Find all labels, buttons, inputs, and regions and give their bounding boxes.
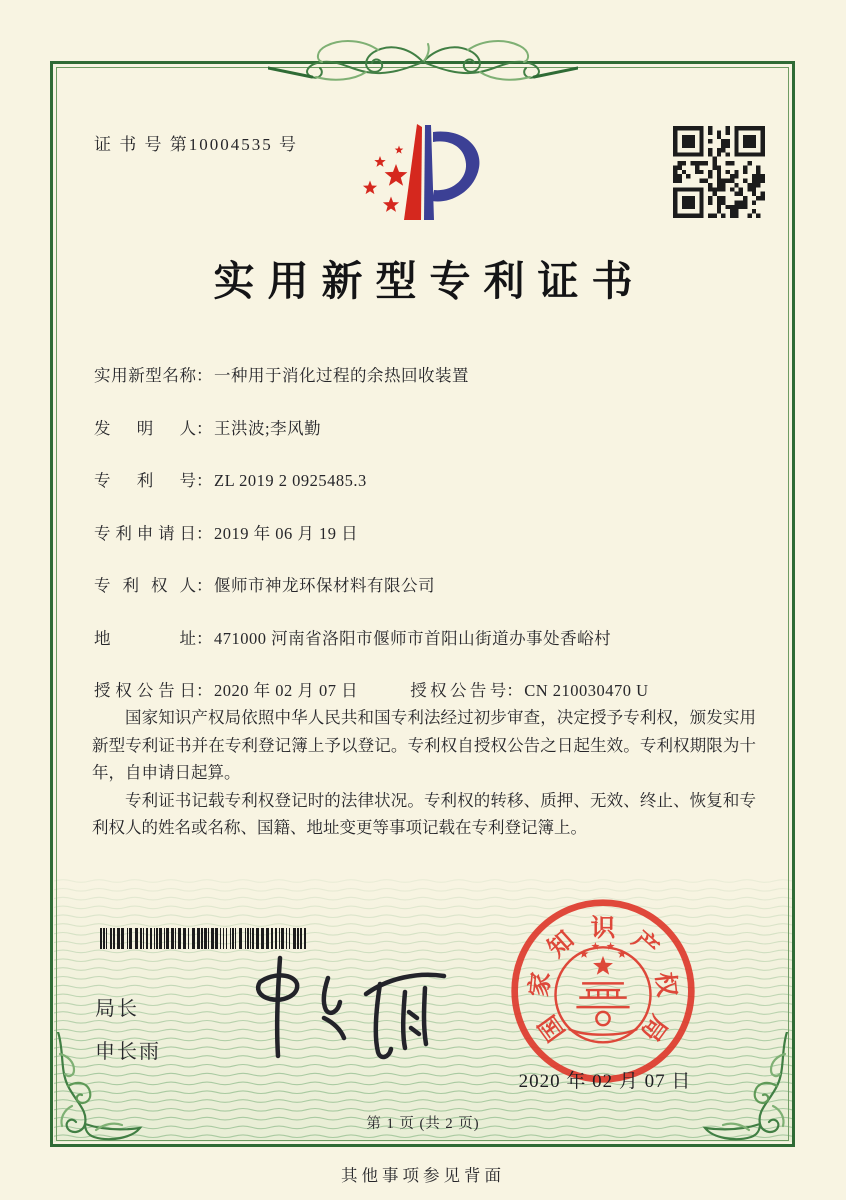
logo-blue-p-bowl [432, 132, 480, 202]
seal-national-emblem [556, 942, 651, 1042]
field-label: 专利号 [94, 471, 196, 490]
field-label: 地址 [94, 628, 196, 648]
logo-stars-group [363, 146, 408, 212]
seal-arc-text [525, 914, 681, 1046]
director-name: 申长雨 [95, 1041, 161, 1063]
svg-text:局: 局 [635, 1009, 672, 1046]
page-number: 第 1 页 (共 2 页) [366, 1116, 480, 1132]
svg-text:知: 知 [542, 926, 580, 963]
field-label: 授权公告日 [94, 681, 196, 700]
svg-text:权: 权 [650, 970, 680, 999]
cnipa-official-seal [508, 896, 698, 1086]
svg-text:识: 识 [590, 914, 616, 942]
svg-text:产: 产 [626, 926, 664, 963]
back-side-note: 其他事项参见背面 [341, 1166, 505, 1185]
field-row-application-date: 专利申请日：2019 年 06 月 19 日 [94, 520, 774, 573]
cnipa-logo [330, 108, 530, 238]
field-label: 发明人 [94, 418, 196, 438]
grant-date-value: 2020 年 02 月 07 日 [214, 681, 359, 700]
address-value: 471000 河南省洛阳市偃师市首阳山街道办事处香峪村 [214, 628, 612, 648]
logo-red-wedge [404, 124, 422, 220]
grant-number-pair: 授权公告号：CN 210030470 U [410, 677, 648, 701]
application-date-value: 2019 年 06 月 19 日 [214, 523, 359, 543]
patent-number-value: ZL 2019 2 0925485.3 [214, 471, 367, 490]
field-row-inventors: 发明人：王洪波;李风勤 [94, 415, 774, 468]
certificate-title: 实用新型专利证书 [213, 258, 646, 304]
inventors-value: 王洪波;李风勤 [214, 418, 322, 438]
top-border-flourish-ornament [268, 16, 578, 90]
field-label: 实用新型名称 [94, 366, 196, 385]
field-row-utility-model-name: 实用新型名称：一种用于消化过程的余热回收装置 [94, 362, 774, 415]
logo-blue-stripe [424, 125, 434, 220]
legal-text [92, 704, 756, 842]
field-label: 专利权人 [94, 576, 196, 595]
field-label: 授权公告号 [410, 681, 507, 700]
director-signature [228, 948, 458, 1068]
grant-number-value: CN 210030470 U [524, 681, 649, 700]
director-title: 局长 [95, 998, 139, 1020]
legal-paragraph-2: 专利证书记载专利权登记时的法律状况。专利权的转移、质押、无效、终止、恢复和专利权人的姓名或名称、国籍、地址变更等事项记载在专利登记簿上。 [92, 790, 756, 837]
certificate-fields [94, 362, 774, 730]
seal-date: 2020 年 02 月 07 日 [518, 1071, 692, 1092]
barcode [100, 928, 310, 949]
certificate-number: 证 书 号 第10004535 号 [94, 135, 298, 154]
director-block [95, 992, 161, 1078]
svg-text:国: 国 [534, 1009, 571, 1046]
utility-model-name-value: 一种用于消化过程的余热回收装置 [214, 366, 469, 385]
field-row-patent-number: 专利号：ZL 2019 2 0925485.3 [94, 467, 774, 520]
patentee-value: 偃师市神龙环保材料有限公司 [214, 576, 435, 595]
grant-date-pair: 授权公告日：2020 年 02 月 07 日 [94, 681, 358, 700]
field-row-address: 地址：471000 河南省洛阳市偃师市首阳山街道办事处香峪村 [94, 625, 774, 678]
field-row-patentee: 专利权人：偃师市神龙环保材料有限公司 [94, 572, 774, 625]
legal-paragraph-1: 国家知识产权局依照中华人民共和国专利法经过初步审查，决定授予专利权，颁发实用新型专利证书并在专利登记簿上予以登记。专利权自授权公告之日起生效。专利权期限为十年，自申请日起算。 [92, 708, 756, 782]
qr-code [673, 126, 765, 218]
field-label: 专利申请日 [94, 523, 196, 543]
svg-text:家: 家 [526, 970, 556, 999]
